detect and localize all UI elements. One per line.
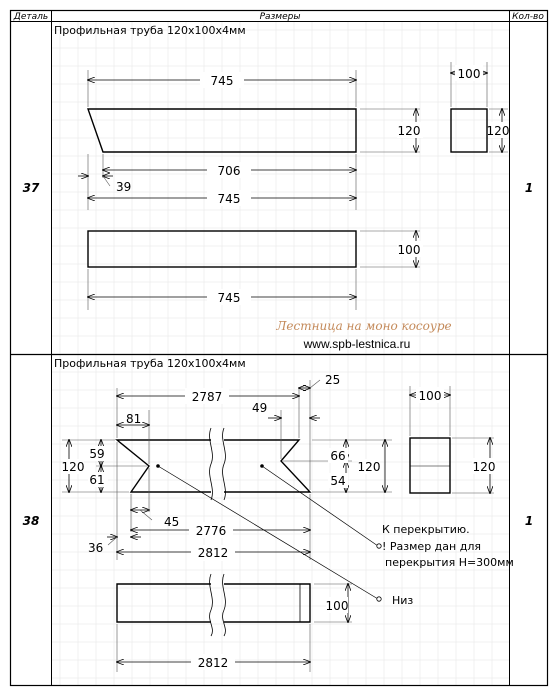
dim-38-section-width: 100 xyxy=(418,389,442,403)
dim-38-right-height: 120 xyxy=(357,460,381,474)
dim-37-section-height: 120 xyxy=(486,124,510,138)
dim-38-top-right-offset: 25 xyxy=(325,373,341,387)
dim-37-bottom-length: 706 xyxy=(217,164,241,178)
dim-38-side-length: 2812 xyxy=(197,656,229,670)
part-37-section xyxy=(451,109,487,152)
part-37-drawing xyxy=(54,24,509,351)
dim-37-section-width: 100 xyxy=(457,67,481,81)
dim-38-top-length: 2787 xyxy=(191,390,223,404)
dim-38-right-lower: 54 xyxy=(330,474,346,488)
dim-38-left-lower: 61 xyxy=(89,473,105,487)
part-quantity-38: 1 xyxy=(524,514,534,528)
header-detail: Деталь xyxy=(13,12,49,22)
note-ceiling-line3: перекрытия Н=300мм xyxy=(385,556,514,569)
dim-37-top-length: 745 xyxy=(210,74,234,88)
part-number-37: 37 xyxy=(22,181,40,195)
part-38-section xyxy=(410,438,450,493)
dim-38-inner-length: 2776 xyxy=(195,524,227,538)
note-ceiling-line2: ! Размер дан для xyxy=(382,540,481,553)
part-number-38: 38 xyxy=(22,514,40,528)
break-line-right xyxy=(223,428,226,500)
break-line-left xyxy=(210,428,213,500)
dim-37-overall-length: 745 xyxy=(217,192,241,206)
dim-38-right-upper: 66 xyxy=(330,449,346,463)
part-38-right-end xyxy=(224,440,310,492)
watermark-title: Лестница на моно косоуре xyxy=(276,319,452,333)
dim-38-left-overall-offset: 36 xyxy=(88,541,104,555)
dim-38-overall-length: 2812 xyxy=(197,546,229,560)
part-quantity-37: 1 xyxy=(524,181,534,195)
part-38-title: Профильная труба 120х100х4мм xyxy=(54,357,246,370)
header-sizes: Размеры xyxy=(259,12,301,22)
background-grid xyxy=(52,22,509,685)
part-37-title: Профильная труба 120х100х4мм xyxy=(54,24,246,37)
dim-37-side-height: 100 xyxy=(397,243,421,257)
part-38-drawing xyxy=(54,357,514,672)
dim-37-bevel-offset: 39 xyxy=(116,180,132,194)
part-38-side-right xyxy=(224,584,310,622)
dim-38-left-inner-offset: 45 xyxy=(164,515,180,529)
dim-38-left-notch-offset: 81 xyxy=(126,412,142,426)
dim-37-height: 120 xyxy=(397,124,421,138)
dim-38-left-height: 120 xyxy=(61,460,85,474)
dim-38-section-height: 120 xyxy=(472,460,496,474)
dim-38-side-height: 100 xyxy=(325,599,349,613)
watermark-url: www.spb-lestnica.ru xyxy=(303,337,411,351)
dim-38-right-notch-depth: 49 xyxy=(252,401,268,415)
note-ceiling-line1: К перекрытию. xyxy=(382,523,470,536)
part-38-side-left xyxy=(117,584,211,622)
dim-37-side-length: 745 xyxy=(217,291,241,305)
dim-38-left-upper: 59 xyxy=(89,447,105,461)
header-qty: Кол-во xyxy=(512,12,544,22)
note-bottom: Низ xyxy=(392,594,414,607)
